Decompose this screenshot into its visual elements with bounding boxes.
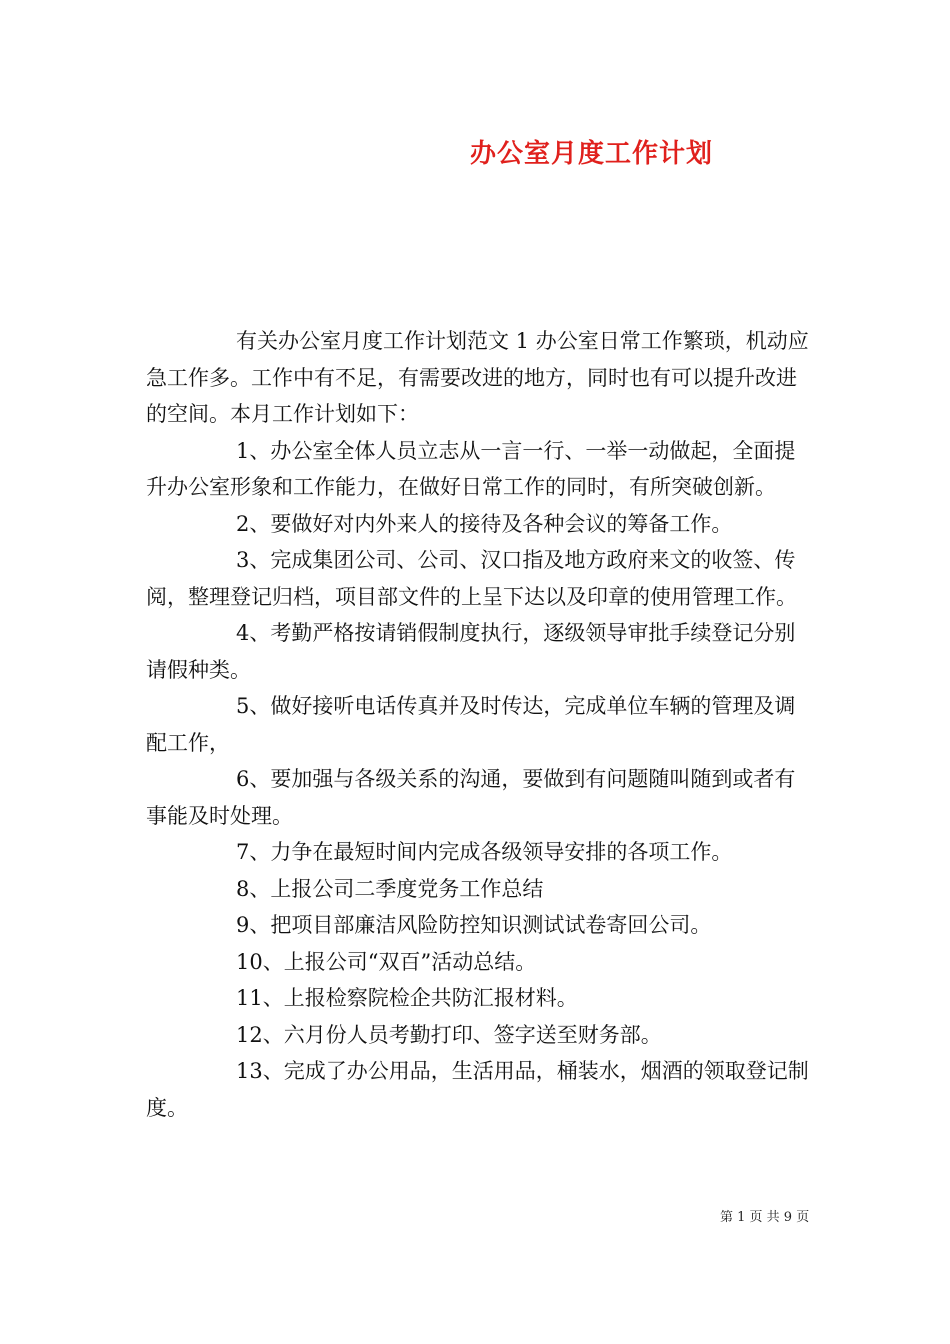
- paragraph-item-10: 10、上报公司“双百”活动总结。: [236, 949, 537, 974]
- document-title: 办公室月度工作计划: [470, 139, 714, 169]
- paragraph-item-6: 6、要加强与各级关系的沟通，要做到有问题随叫随到或者有事能及时处理。: [146, 767, 796, 828]
- paragraph-item-5: 5、做好接听电话传真并及时传达，完成单位车辆的管理及调配工作，: [146, 694, 796, 755]
- page-number-footer: 第 1 页 共 9 页: [720, 1210, 810, 1225]
- paragraph-item-4: 4、考勤严格按请销假制度执行，逐级领导审批手续登记分别请假种类。: [146, 621, 796, 682]
- paragraph-item-8: 8、上报公司二季度党务工作总结: [236, 876, 544, 901]
- paragraph-item-2: 2、要做好对内外来人的接待及各种会议的筹备工作。: [236, 511, 733, 536]
- paragraph-item-9: 9、把项目部廉洁风险防控知识测试试卷寄回公司。: [236, 913, 712, 937]
- paragraph-intro: 有关办公室月度工作计划范文 1 办公室日常工作繁琐，机动应急工作多。工作中有不足，有需要改进的地方，同时也有可以提升改进的空间。本月工作计划如下：: [146, 329, 809, 426]
- paragraph-item-12: 12、六月份人员考勤打印、签字送至财务部。: [236, 1022, 662, 1047]
- paragraph-item-1: 1、办公室全体人员立志从一言一行、一举一动做起，全面提升办公室形象和工作能力，在做好日常工作的同时，有所突破创新。: [146, 438, 796, 499]
- paragraph-item-3: 3、完成集团公司、公司、汉口指及地方政府来文的收签、传阅，整理登记归档，项目部文件的上呈下达以及印章的使用管理工作。: [146, 548, 797, 609]
- paragraph-item-7: 7、力争在最短时间内完成各级领导安排的各项工作。: [236, 840, 733, 864]
- document-body: [146, 323, 814, 1126]
- paragraph-item-11: 11、上报检察院检企共防汇报材料。: [236, 986, 578, 1010]
- paragraph-item-13: 13、完成了办公用品，生活用品，桶装水，烟酒的领取登记制度。: [146, 1059, 809, 1120]
